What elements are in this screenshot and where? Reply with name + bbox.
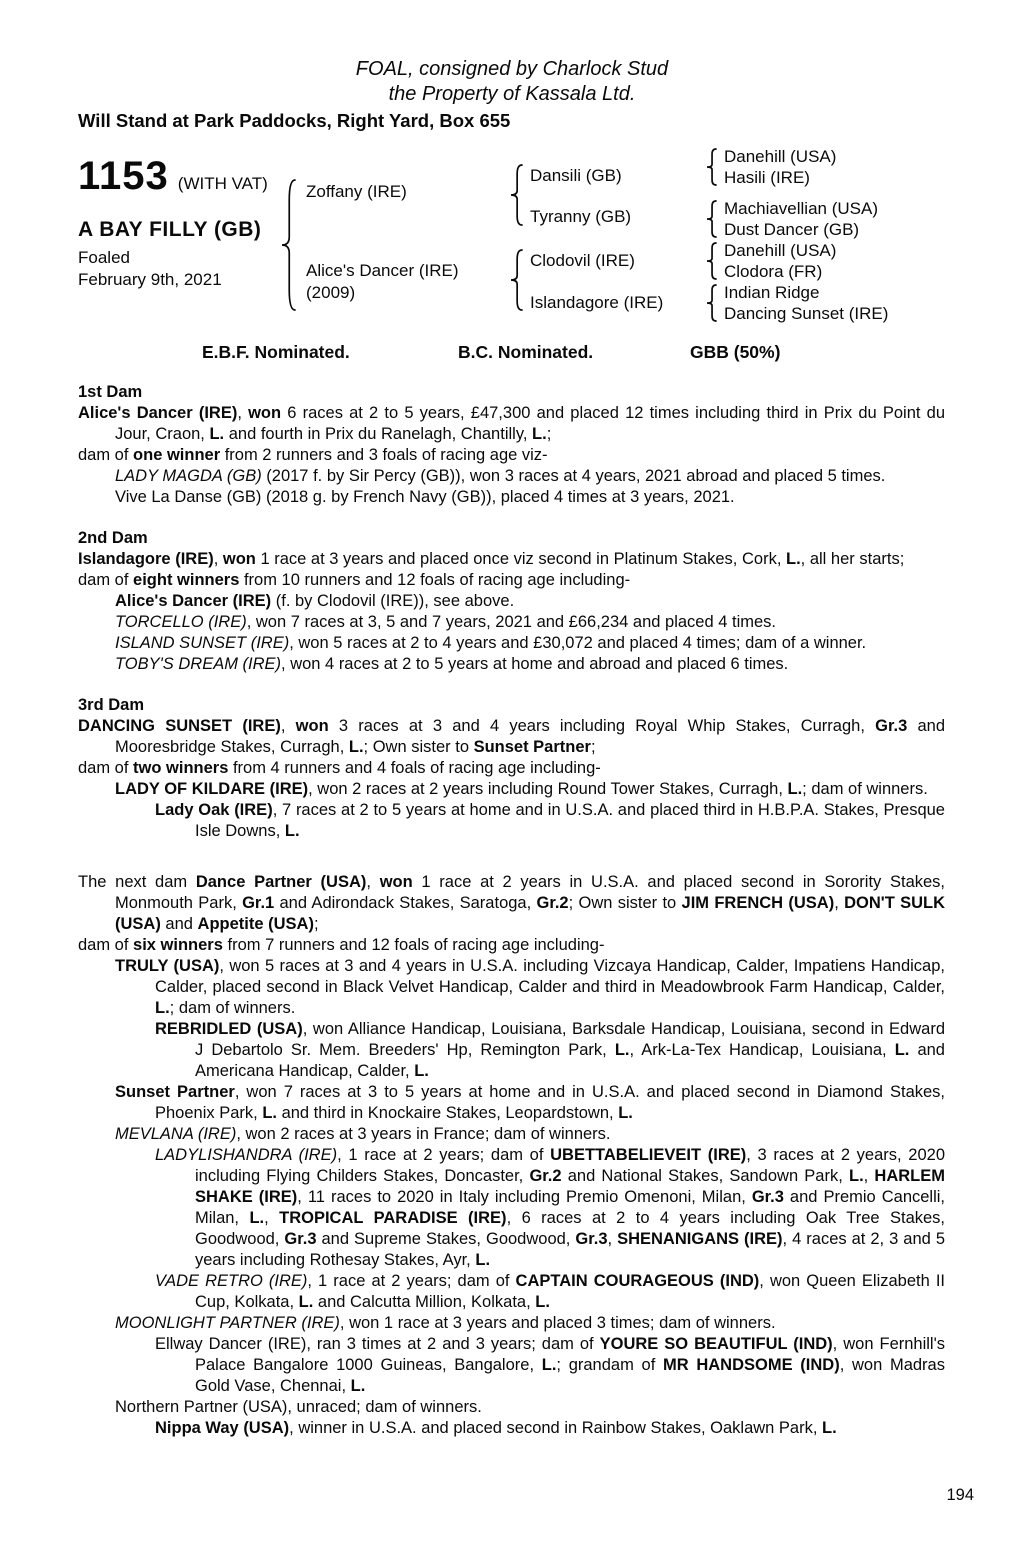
ebf-nomination: E.B.F. Nominated. [202,342,350,362]
pedigree-paragraph: Nippa Way (USA), winner in U.S.A. and placed second in Rainbow Stakes, Oaklawn Park, L. [155,1419,837,1437]
pedigree-paragraph: MOONLIGHT PARTNER (IRE), won 1 race at 3 years and placed 3 times; dam of winners. [115,1314,776,1332]
sire-sire-name: Dansili (GB) [530,166,622,185]
pedigree-body [78,382,945,1439]
gg-name: Danehill (USA) [724,241,837,260]
pedigree-paragraph: TRULY (USA), won 5 races at 3 and 4 years in U.S.A. including Vizcaya Handicap, Calder, Impatiens Handicap, Calder, placed second in Black Velvet Handicap, Calder and third in Meadowbrook Farm Handicap, Calder, L.; dam of winners. [115,957,945,1017]
pedigree-paragraph: ISLAND SUNSET (IRE), won 5 races at 2 to 4 years and £30,072 and placed 4 times; dam of a winner. [115,634,867,652]
pedigree-paragraph: Northern Partner (USA), unraced; dam of winners. [115,1398,482,1416]
dam-section-heading: 1st Dam [78,383,143,401]
brace-gg-2 [706,200,717,243]
foaled-date: February 9th, 2021 [78,270,222,289]
gg-name: Indian Ridge [724,283,820,302]
pedigree-paragraph: dam of one winner from 2 runners and 3 foals of racing age viz- [78,446,548,464]
pedigree-paragraph: Alice's Dancer (IRE) (f. by Clodovil (IRE)), see above. [115,592,515,610]
nominations-line [0,342,1024,366]
dam-section-heading: 2nd Dam [78,529,148,547]
brace-sire-parents [510,164,523,231]
dam-dam-name: Islandagore (IRE) [530,293,664,312]
gbb-note: GBB (50%) [690,342,781,362]
gg-name: Danehill (USA) [724,147,837,166]
gg-name: Hasili (IRE) [724,168,810,187]
dam-sire-name: Clodovil (IRE) [530,251,635,270]
dam-year: (2009) [306,283,356,302]
page-number: 194 [946,1486,974,1504]
sire-dam-name: Tyranny (GB) [530,207,632,226]
pedigree-paragraph: The next dam Dance Partner (USA), won 1 race at 2 years in U.S.A. and placed second in Sorority Stakes, Monmouth Park, Gr.1 and Adirondack Stakes, Saratoga, Gr.2; Own sister to JIM FRENCH (USA), DON'T SULK (USA) and Appetite (USA); [78,873,946,933]
gg-name: Dancing Sunset (IRE) [724,304,889,323]
vat-note: (WITH VAT) [177,174,268,193]
pedigree-paragraph: Ellway Dancer (IRE), ran 3 times at 2 and 3 years; dam of YOURE SO BEAUTIFUL (IND), won Fernhill's Palace Bangalore 1000 Guineas, Bangalore, L.; grandam of MR HANDSOME (IND), won Madras Gold Vase, Chennai, L. [155,1335,945,1395]
brace-gg-1 [706,148,717,191]
gg-name: Dust Dancer (GB) [724,220,860,239]
pedigree-paragraph: REBRIDLED (USA), won Alliance Handicap, Louisiana, Barksdale Handicap, Louisiana, second in Edward J Debartolo Sr. Mem. Breeders' Hp, Remington Park, L., Ark-La-Tex Handicap, Louisiana, L. and Americana Handicap, Calder, L. [155,1020,945,1080]
pedigree-paragraph: dam of two winners from 4 runners and 4 foals of racing age including- [78,759,601,777]
pedigree-paragraph: LADYLISHANDRA (IRE), 1 race at 2 years; dam of UBETTABELIEVEIT (IRE), 3 races at 2 years, 2020 including Flying Childers Stakes, Doncaster, Gr.2 and National Stakes, Sandown Park, L., HARLEM SHAKE (IRE), 11 races to 2020 in Italy including Premio Omenoni, Milan, Gr.3 and Premio Cancelli, Milan, L., TROPICAL PARADISE (IRE), 6 races at 2 to 4 years including Oak Tree Stakes, Goodwood, Gr.3 and Supreme Stakes, Goodwood, Gr.3, SHENANIGANS (IRE), 4 races at 2, 3 and 5 years including Rothesay Stakes, Ayr, L. [155,1146,946,1269]
brace-gg-3 [706,242,717,285]
pedigree-table [0,146,1024,334]
dam-section-heading: 3rd Dam [78,696,145,714]
foaled-label: Foaled [78,248,130,267]
pedigree-paragraph: LADY MAGDA (GB) (2017 f. by Sir Percy (GB)), won 3 races at 4 years, 2021 abroad and placed 5 times. [115,467,886,485]
gg-name: Machiavellian (USA) [724,199,878,218]
pedigree-paragraph: Vive La Danse (GB) (2018 g. by French Navy (GB)), placed 4 times at 3 years, 2021. [115,488,735,506]
lot-number: 1153 [78,154,169,198]
sire-name: Zoffany (IRE) [306,182,407,201]
consigned-line: FOAL, consigned by Charlock Stud [355,58,669,80]
brace-parents [281,179,296,316]
dam-name: Alice's Dancer (IRE) [306,261,459,280]
bc-nomination: B.C. Nominated. [458,342,594,362]
brace-dam-parents [510,249,523,316]
pedigree-paragraph: Sunset Partner, won 7 races at 3 to 5 years at home and in U.S.A. and placed second in Diamond Stakes, Phoenix Park, L. and third in Knockaire Stakes, Leopardstown, L. [115,1083,946,1122]
pedigree-paragraph: DANCING SUNSET (IRE), won 3 races at 3 and 4 years including Royal Whip Stakes, Curragh, Gr.3 and Mooresbridge Stakes, Curragh, L.; Own sister to Sunset Partner; [78,717,945,756]
pedigree-paragraph: Islandagore (IRE), won 1 race at 3 years and placed once viz second in Platinum Stakes, Cork, L., all her starts; [78,550,905,568]
pedigree-paragraph: MEVLANA (IRE), won 2 races at 3 years in France; dam of winners. [115,1125,611,1143]
pedigree-paragraph: dam of six winners from 7 runners and 12 foals of racing age including- [78,936,605,954]
pedigree-paragraph: TORCELLO (IRE), won 7 races at 3, 5 and 7 years, 2021 and £66,234 and placed 4 times. [115,613,776,631]
lot-description: A BAY FILLY (GB) [78,218,262,241]
pedigree-paragraph: Lady Oak (IRE), 7 races at 2 to 5 years at home and in U.S.A. and placed third in H.B.P.A. Stakes, Presque Isle Downs, L. [155,801,945,840]
consignor-header [0,57,1024,107]
pedigree-paragraph: dam of eight winners from 10 runners and 12 foals of racing age including- [78,571,631,589]
gg-name: Clodora (FR) [724,262,823,281]
brace-gg-4 [706,284,717,327]
pedigree-paragraph: TOBY'S DREAM (IRE), won 4 races at 2 to 5 years at home and abroad and placed 6 times. [115,655,789,673]
pedigree-paragraph: LADY OF KILDARE (IRE), won 2 races at 2 years including Round Tower Stakes, Curragh, L.; dam of winners. [115,780,928,798]
pedigree-paragraph: VADE RETRO (IRE), 1 race at 2 years; dam of CAPTAIN COURAGEOUS (IND), won Queen Elizabeth II Cup, Kolkata, L. and Calcutta Million, Kolkata, L. [155,1272,946,1311]
property-line: the Property of Kassala Ltd. [388,83,636,105]
pedigree-paragraph: Alice's Dancer (IRE), won 6 races at 2 to 5 years, £47,300 and placed 12 times including third in Prix du Point du Jour, Craon, L. and fourth in Prix du Ranelagh, Chantilly, L.; [78,404,945,443]
lot-row [78,154,268,199]
stand-location-line: Will Stand at Park Paddocks, Right Yard, Box 655 [78,110,511,131]
